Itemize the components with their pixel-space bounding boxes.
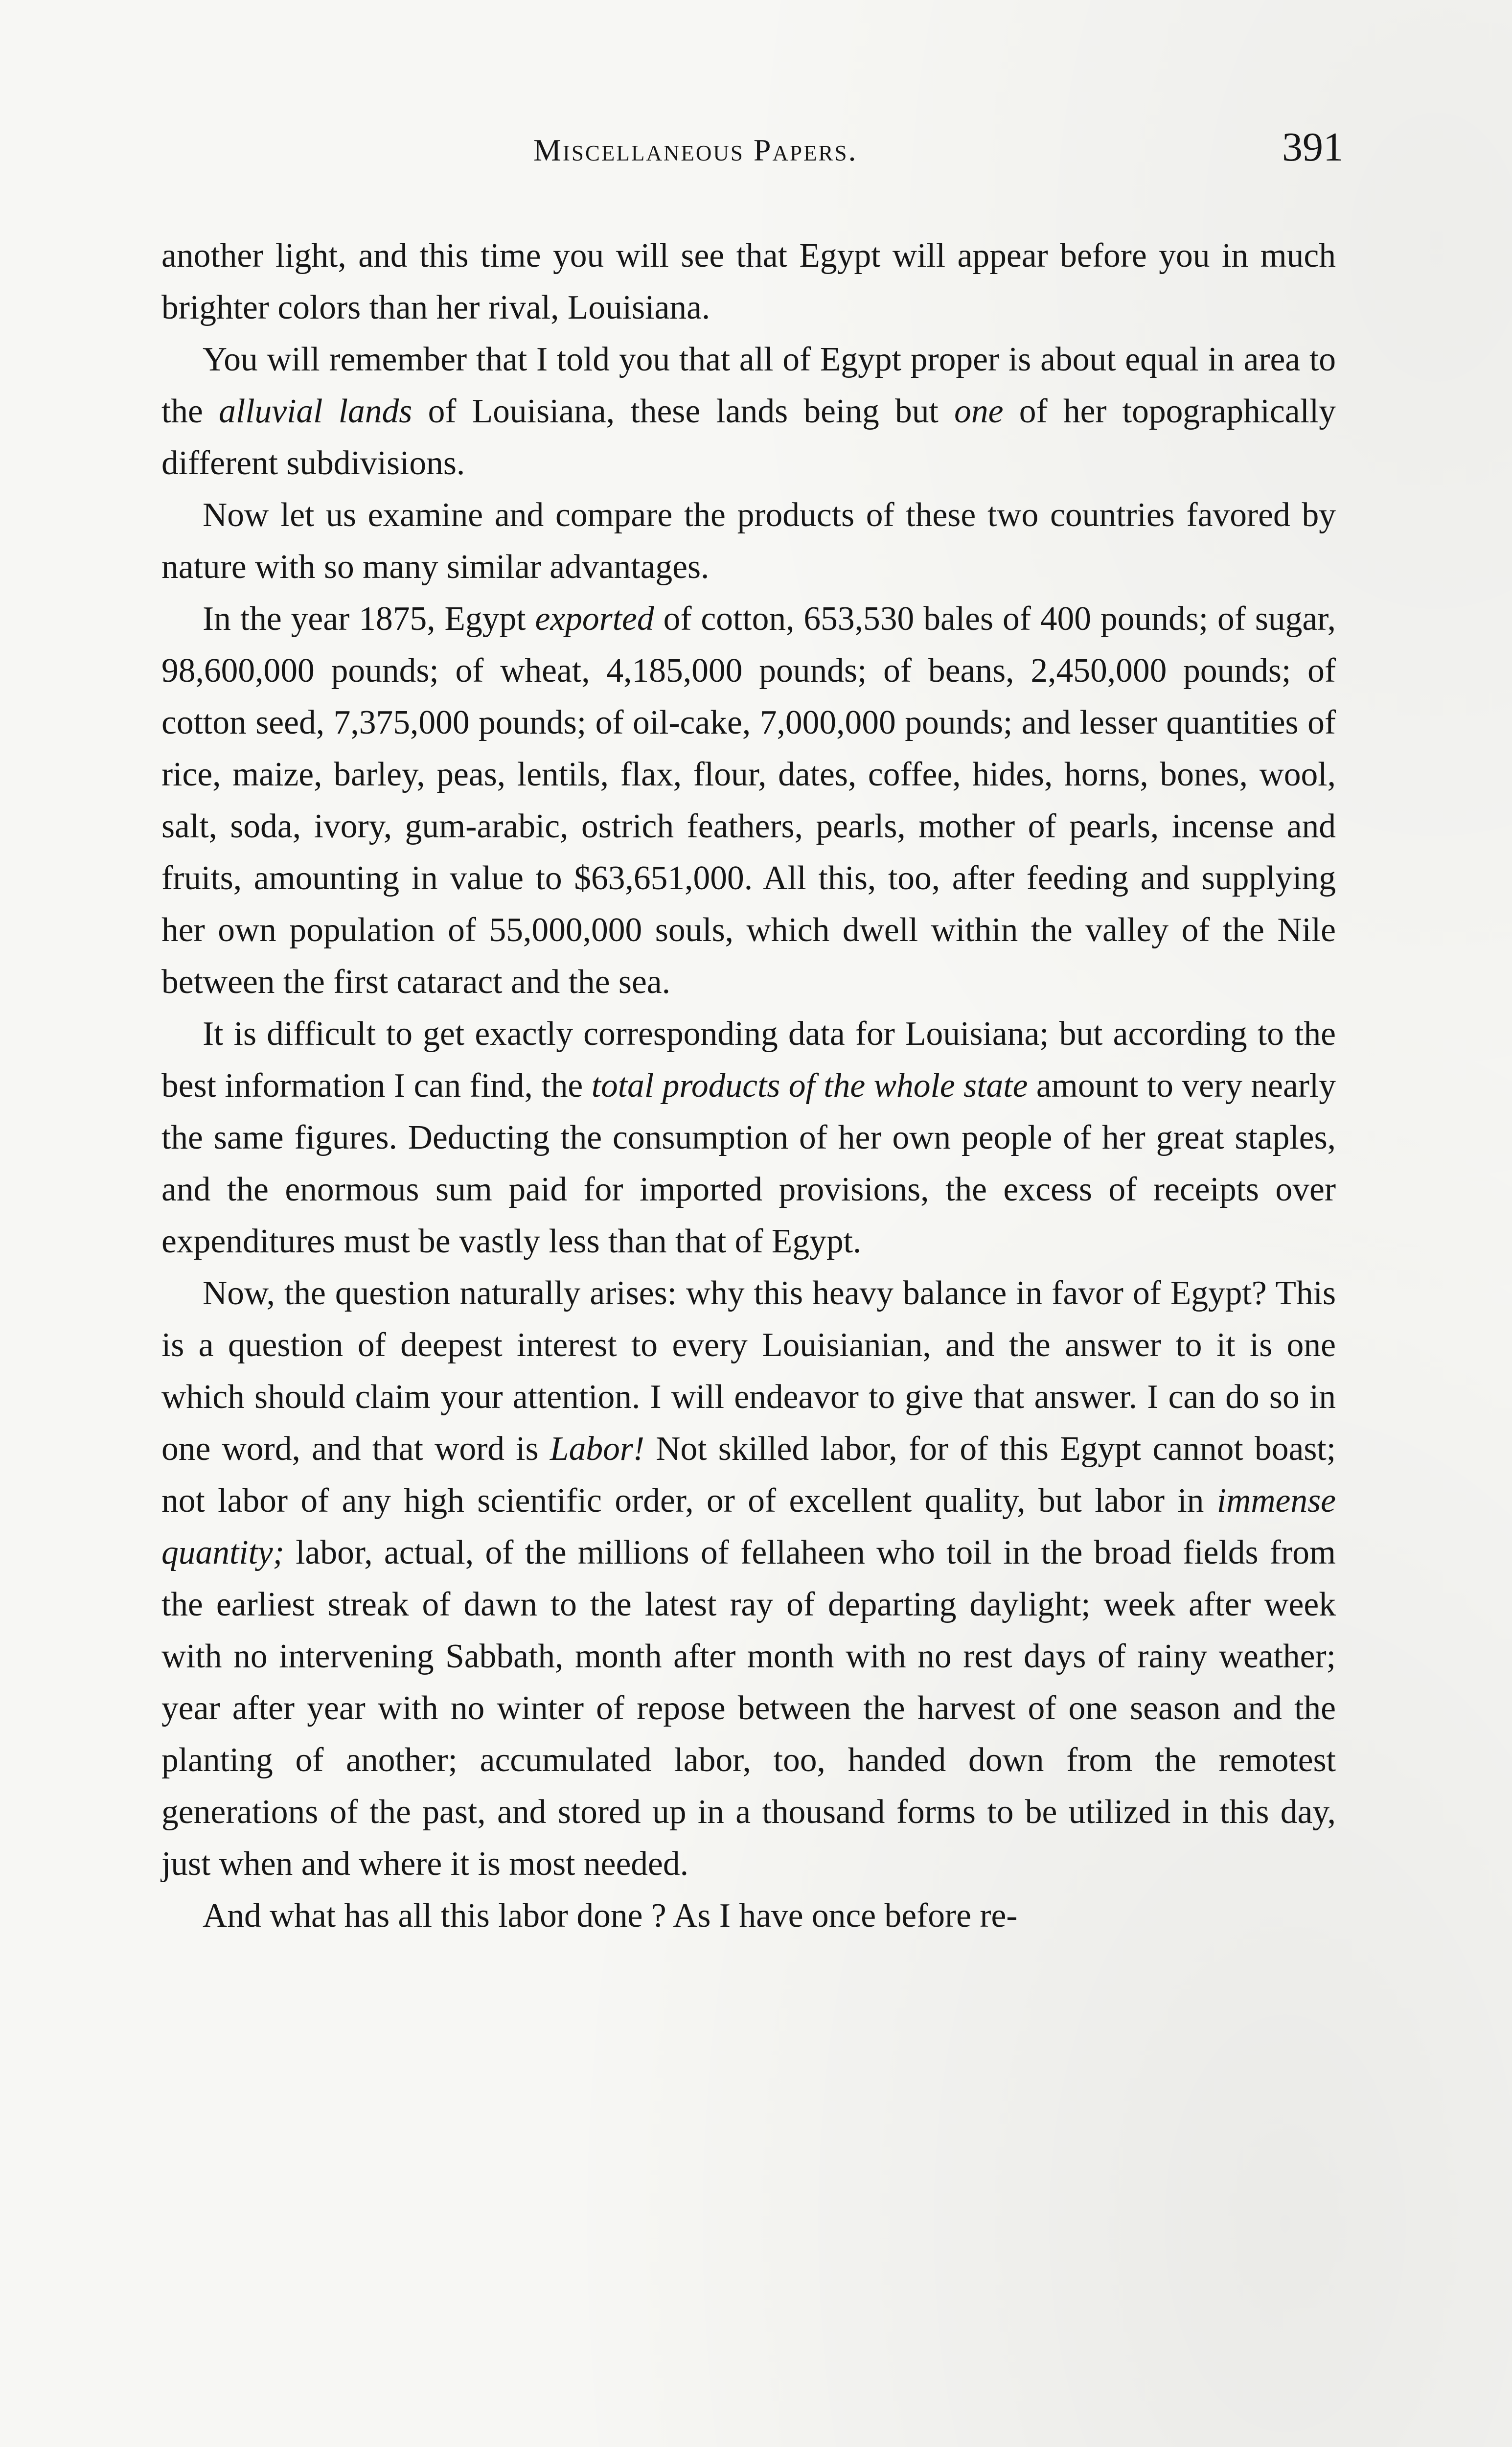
italic-text-segment: Labor! — [550, 1430, 645, 1468]
text-segment: Not skilled labor, for of this Egypt cannot boast; not labor of any high scientific order, or of excellent quality, but labor in — [161, 1430, 1336, 1520]
italic-text-segment: immense quantity; — [161, 1482, 1336, 1571]
text-segment: of cotton, 653,530 bales of 400 pounds; of sugar, 98,600,000 pounds; of wheat, 4,185,000 pounds; of beans, 2,450,000 pounds; of cotton seed, 7,375,000 pounds; of oil-cake, 7,000,000 pounds; and lesser quantities of rice, maize, barley, peas, lentils, flax, flour, dates, coffee, hides, horns, bones, wool, salt, soda, ivory, gum-arabic, ostrich feathers, pearls, mother of pearls, incense and fruits, amounting in value to $63,651,000. All this, too, after feeding and supplying her own population of 55,000,000 souls, which dwell within the valley of the Nile between the first cataract and the sea. — [161, 600, 1336, 1001]
text-segment: of her topographically different subdivisions. — [161, 392, 1336, 482]
text-segment: You will remember that I told you that all of Egypt proper is about equal in area to the — [161, 341, 1336, 430]
paragraph-7 — [161, 1890, 1336, 1942]
italic-text-segment: total products of the whole state — [591, 1067, 1028, 1105]
text-segment: In the year 1875, Egypt — [203, 600, 535, 638]
text-segment: of Louisiana, these lands being but — [412, 392, 955, 430]
text-segment: Now let us examine and compare the products of these two countries favored by nature with so many similar advantages. — [161, 496, 1336, 586]
italic-text-segment: one — [954, 392, 1004, 430]
text-segment: labor, actual, of the millions of fellaheen who toil in the broad fields from the earliest streak of dawn to the latest ray of departing daylight; week after week with no intervening Sabbath, month after month with no rest days of rainy weather; year after year with no winter of repose between the harvest of one season and the planting of another; accumulated labor, too, handed down from the remotest generations of the past, and stored up in a thousand forms to be utilized in this day, just when and where it is most needed. — [161, 1534, 1336, 1883]
text-segment: And what has all this labor done ? As I have once before re- — [203, 1897, 1018, 1935]
italic-text-segment: alluvial lands — [219, 392, 412, 430]
italic-text-segment: exported — [535, 600, 654, 638]
page-header — [533, 123, 1360, 177]
body-text — [161, 230, 1336, 1942]
paragraph-1 — [161, 230, 1336, 334]
paragraph-5 — [161, 1008, 1336, 1268]
paragraph-3 — [161, 489, 1336, 593]
paragraph-2 — [161, 334, 1336, 489]
page-number: 391 — [1282, 124, 1344, 170]
running-head: Miscellaneous Papers. — [533, 133, 858, 167]
paragraph-4 — [161, 593, 1336, 1008]
text-segment: another light, and this time you will see that Egypt will appear before you in much brighter colors than her rival, Louisiana. — [161, 237, 1336, 326]
text-segment: It is difficult to get exactly corresponding data for Louisiana; but according to the best information I can find, the — [161, 1015, 1336, 1105]
text-segment: amount to very nearly the same figures. Deducting the consumption of her own people of her great staples, and the enormous sum paid for imported provisions, the excess of receipts over expenditures must be vastly less than that of Egypt. — [161, 1067, 1336, 1260]
text-segment: Now, the question naturally arises: why this heavy balance in favor of Egypt? This is a question of deepest interest to every Louisianian, and the answer to it is one which should claim your attention. I will endeavor to give that answer. I can do so in one word, and that word is — [161, 1274, 1336, 1468]
paragraph-6 — [161, 1268, 1336, 1890]
